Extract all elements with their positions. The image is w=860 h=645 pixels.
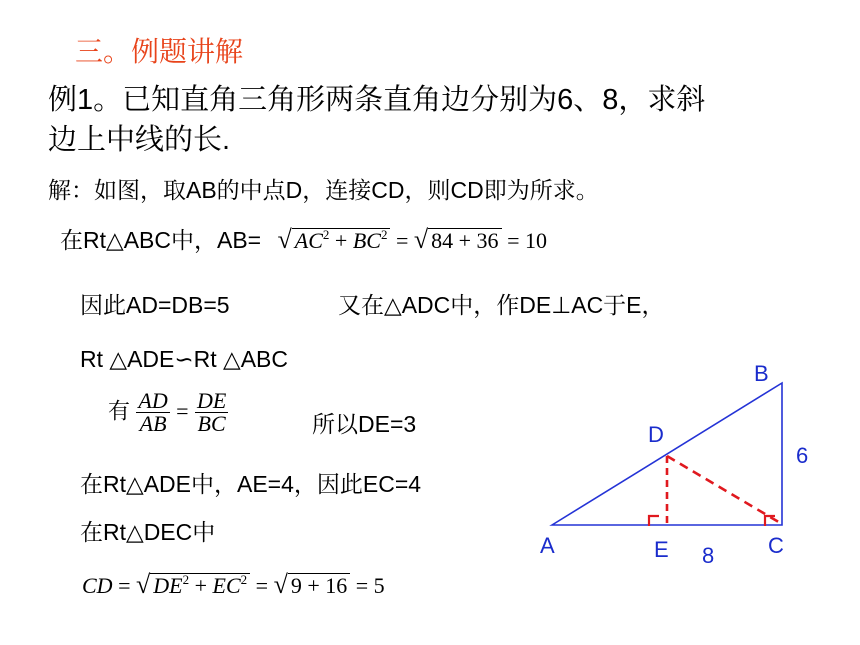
step-de-result: 所以DE=3 bbox=[312, 411, 417, 437]
step-ae-ec: 在Rt△ADE中，AE=4，因此EC=4 bbox=[80, 471, 422, 497]
fraction-de-bc: $\frac{DE}{BC}$ bbox=[196, 388, 227, 436]
step1-label: 在Rt△ABC中，AB= bbox=[60, 227, 262, 253]
step-dec: 在Rt△DEC中 bbox=[80, 519, 216, 545]
step-construct-de: 又在△ADC中，作DE⊥AC于E， bbox=[338, 292, 665, 318]
label-a: A bbox=[540, 533, 555, 558]
label-b: B bbox=[754, 361, 769, 386]
median-cd bbox=[667, 456, 782, 524]
sqrt-sign: √ bbox=[277, 225, 292, 254]
fraction-ad-ab: $\frac{AD}{AB}$ bbox=[138, 388, 168, 436]
solution-intro: 解：如图，取AB的中点D，连接CD，则CD即为所求。 bbox=[48, 177, 599, 203]
ab-formula: √ $AC^2 + BC^2$ = √ 84 + 36 = 10 bbox=[277, 225, 547, 254]
section-title: 三。例题讲解 bbox=[75, 36, 244, 67]
step-ratio: 有 $\frac{AD}{AB}$ = $\frac{DE}{BC}$ bbox=[108, 388, 227, 436]
label-e: E bbox=[654, 537, 669, 562]
label-side-bc: 6 bbox=[796, 443, 809, 468]
radicand: $AC^2 + BC^2$ bbox=[292, 228, 391, 253]
problem-line-2: 边上中线的长. bbox=[48, 124, 231, 156]
step-cd-formula: CD = √ $DE^2 + EC^2$ = √ 9 + 16 = 5 bbox=[82, 570, 385, 599]
label-d: D bbox=[648, 422, 664, 447]
problem-line-1: 例1。已知直角三角形两条直角边分别为6、8，求斜 bbox=[48, 84, 706, 116]
step-similar: Rt △ADE∽Rt △ABC bbox=[80, 346, 289, 372]
label-side-ac: 8 bbox=[702, 543, 715, 568]
label-c: C bbox=[768, 533, 784, 558]
step-ad-db: 因此AD=DB=5 bbox=[80, 292, 230, 318]
